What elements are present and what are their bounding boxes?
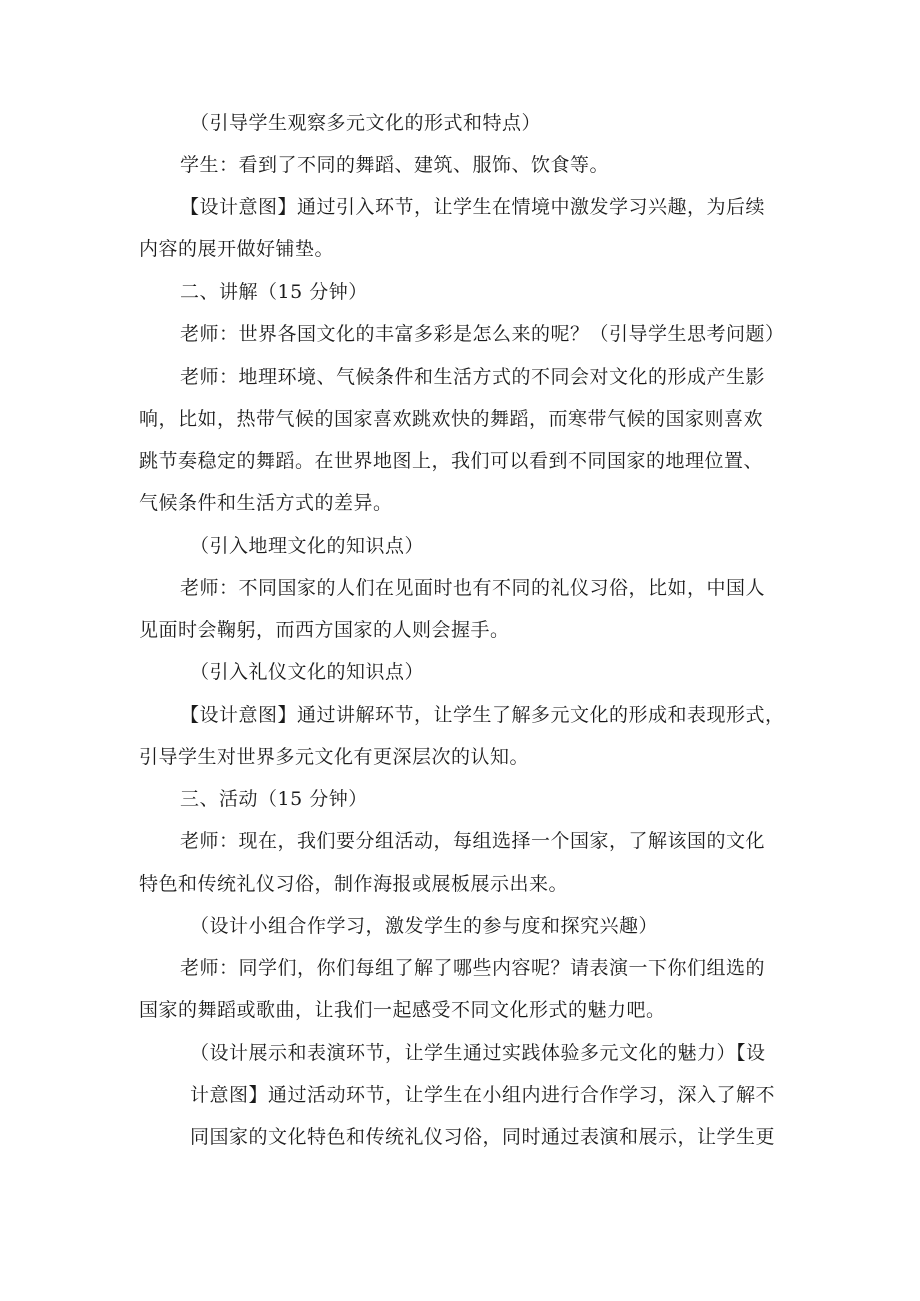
paragraph-line: 老师：现在，我们要分组活动，每组选择一个国家，了解该国的文化: [180, 830, 766, 852]
paragraph-line: 老师：世界各国文化的丰富多彩是怎么来的呢？（引导学生思考问题）: [180, 323, 785, 345]
paragraph-line: （引导学生观察多元文化的形式和特点）: [190, 112, 542, 134]
paragraph-line: 气候条件和生活方式的差异。: [139, 492, 393, 514]
paragraph-line: 国家的舞蹈或歌曲，让我们一起感受不同文化形式的魅力吧。: [139, 999, 666, 1021]
paragraph-line: 特色和传统礼仪习俗，制作海报或展板展示出来。: [139, 873, 569, 895]
paragraph-line: 计意图】通过活动环节，让学生在小组内进行合作学习，深入了解不: [190, 1084, 776, 1106]
paragraph-line: 引导学生对世界多元文化有更深层次的认知。: [139, 746, 530, 768]
paragraph-line: （引入礼仪文化的知识点）: [190, 661, 425, 683]
paragraph-line: 跳节奏稳定的舞蹈。在世界地图上，我们可以看到不同国家的地理位置、: [139, 450, 764, 472]
section-heading: 二、讲解（15 分钟）: [180, 281, 368, 303]
paragraph-line: （引入地理文化的知识点）: [190, 535, 425, 557]
paragraph-line: （设计小组合作学习，激发学生的参与度和探究兴趣）: [190, 915, 659, 937]
paragraph-line: 见面时会鞠躬，而西方国家的人则会握手。: [139, 619, 510, 641]
paragraph-line: （设计展示和表演环节，让学生通过实践体验多元文化的魅力）【设: [190, 1042, 766, 1064]
paragraph-line: 老师：不同国家的人们在见面时也有不同的礼仪习俗，比如，中国人: [180, 577, 766, 599]
paragraph-line: 同国家的文化特色和传统礼仪习俗，同时通过表演和展示，让学生更: [190, 1126, 776, 1148]
paragraph-line: 老师：地理环境、气候条件和生活方式的不同会对文化的形成产生影: [180, 366, 766, 388]
paragraph-line: 学生：看到了不同的舞蹈、建筑、服饰、饮食等。: [180, 154, 610, 176]
paragraph-line: 【设计意图】通过讲解环节，让学生了解多元文化的形成和表现形式，: [180, 704, 785, 726]
paragraph-line: 老师：同学们，你们每组了解了哪些内容呢？请表演一下你们组选的: [180, 957, 766, 979]
paragraph-line: 响，比如，热带气候的国家喜欢跳欢快的舞蹈，而寒带气候的国家则喜欢: [139, 408, 764, 430]
paragraph-line: 内容的展开做好铺垫。: [139, 238, 335, 260]
section-heading: 三、活动（15 分钟）: [180, 788, 368, 810]
paragraph-line: 【设计意图】通过引入环节，让学生在情境中激发学习兴趣，为后续: [180, 196, 766, 218]
